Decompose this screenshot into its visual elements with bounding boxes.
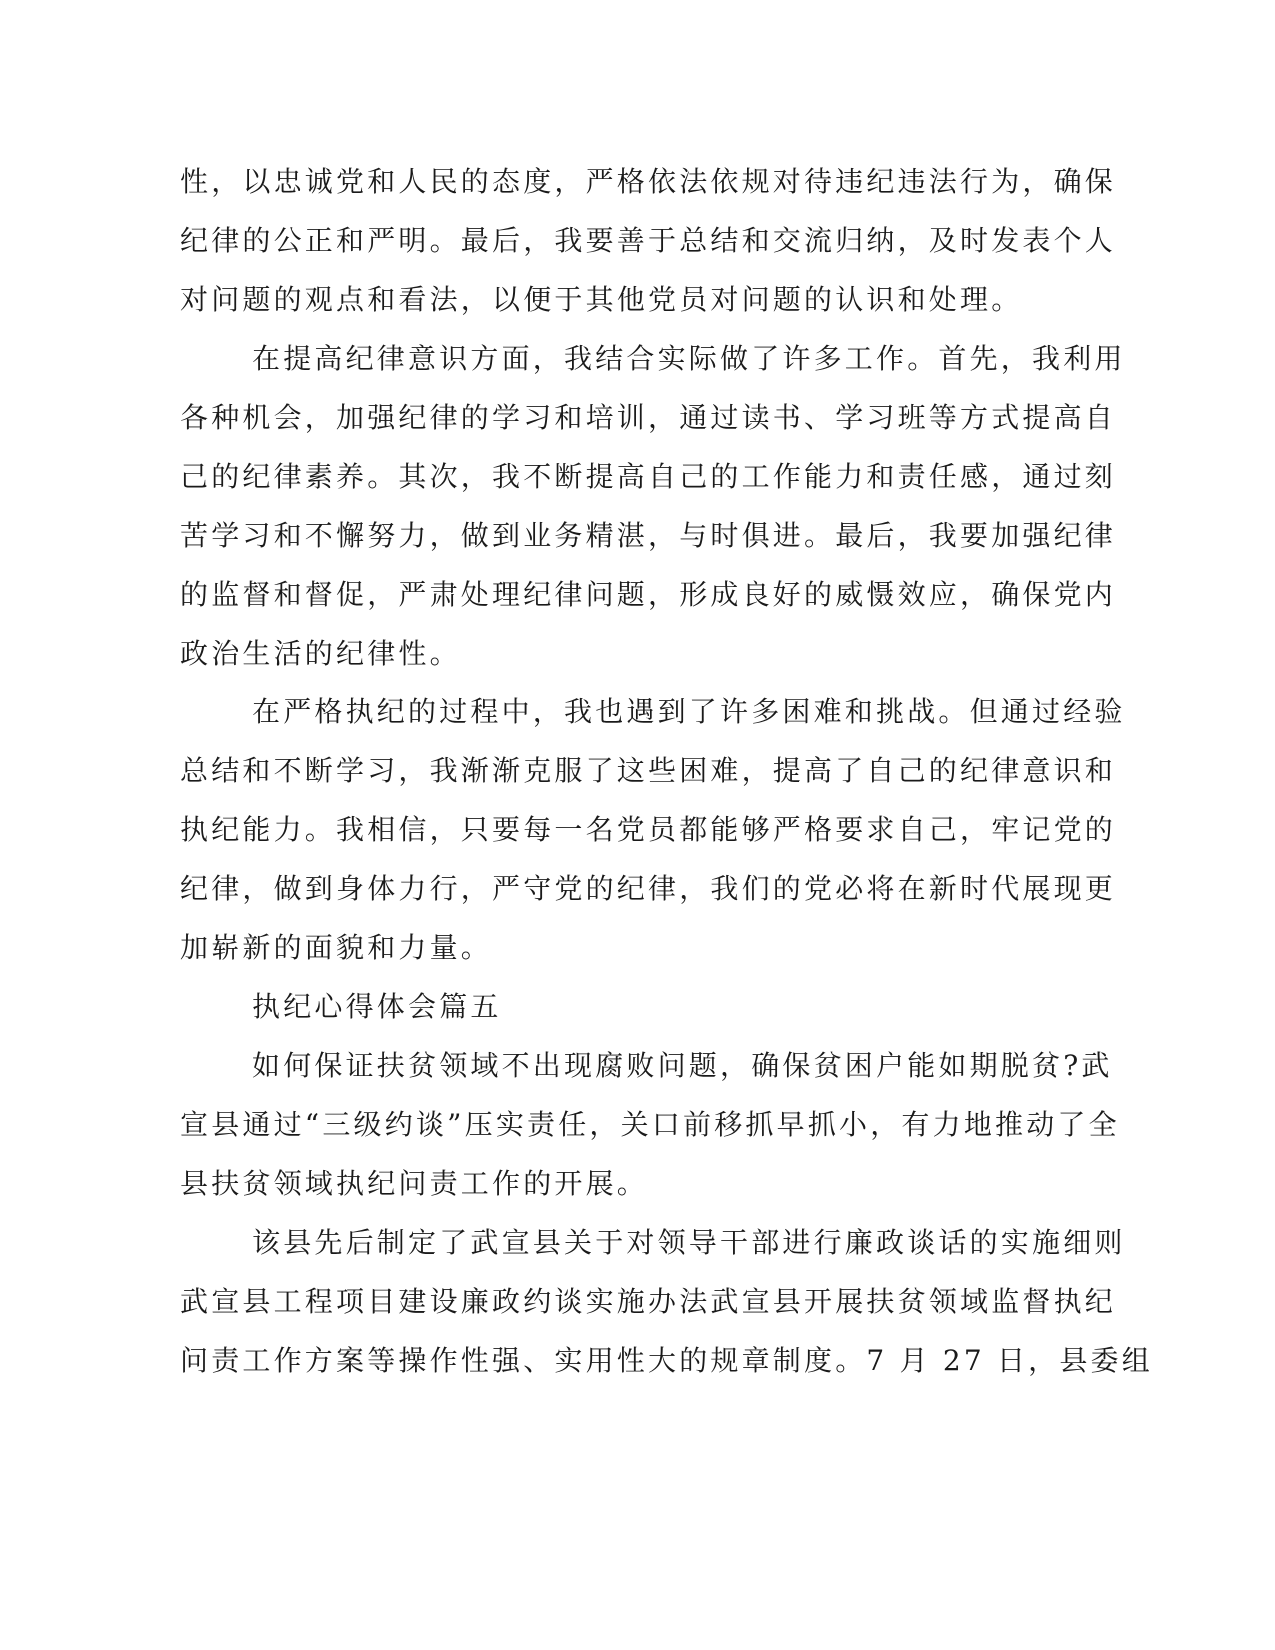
text-line-12: 执纪能力。我相信，只要每一名党员都能够严格要求自己，牢记党的 <box>180 813 1117 846</box>
text-line-1: 性，以忠诚党和人民的态度，严格依法依规对待违纪违法行为，确保 <box>180 165 1117 198</box>
text-line-21: 问责工作方案等操作性强、实用性大的规章制度。7 月 27 日，县委组 <box>180 1344 1153 1377</box>
text-line-8: 的监督和督促，严肃处理纪律问题，形成良好的威慑效应，确保党内 <box>180 578 1117 611</box>
text-line-18: 县扶贫领域执纪问责工作的开展。 <box>180 1167 649 1200</box>
text-line-2: 纪律的公正和严明。最后，我要善于总结和交流归纳，及时发表个人 <box>180 224 1117 257</box>
text-line-4: 在提高纪律意识方面，我结合实际做了许多工作。首先，我利用 <box>252 342 1126 375</box>
text-line-20: 武宣县工程项目建设廉政约谈实施办法武宣县开展扶贫领域监督执纪 <box>180 1285 1117 1318</box>
section-heading: 执纪心得体会篇五 <box>252 990 502 1023</box>
text-line-3: 对问题的观点和看法，以便于其他党员对问题的认识和处理。 <box>180 283 1023 316</box>
text-line-11: 总结和不断学习，我渐渐克服了这些困难，提高了自己的纪律意识和 <box>180 754 1117 787</box>
text-line-17: 宣县通过“三级约谈”压实责任，关口前移抓早抓小，有力地推动了全 <box>180 1108 1120 1141</box>
text-line-6: 己的纪律素养。其次，我不断提高自己的工作能力和责任感，通过刻 <box>180 460 1117 493</box>
text-line-7: 苦学习和不懈努力，做到业务精湛，与时俱进。最后，我要加强纪律 <box>180 519 1117 552</box>
text-line-13: 纪律，做到身体力行，严守党的纪律，我们的党必将在新时代展现更 <box>180 872 1117 905</box>
text-line-14: 加崭新的面貌和力量。 <box>180 931 493 964</box>
text-line-9: 政治生活的纪律性。 <box>180 637 461 670</box>
text-line-10: 在严格执纪的过程中，我也遇到了许多困难和挑战。但通过经验 <box>252 695 1126 728</box>
text-line-5: 各种机会，加强纪律的学习和培训，通过读书、学习班等方式提高自 <box>180 401 1117 434</box>
text-line-16: 如何保证扶贫领域不出现腐败问题，确保贫困户能如期脱贫?武 <box>252 1049 1113 1082</box>
text-line-19: 该县先后制定了武宣县关于对领导干部进行廉政谈话的实施细则 <box>252 1226 1126 1259</box>
